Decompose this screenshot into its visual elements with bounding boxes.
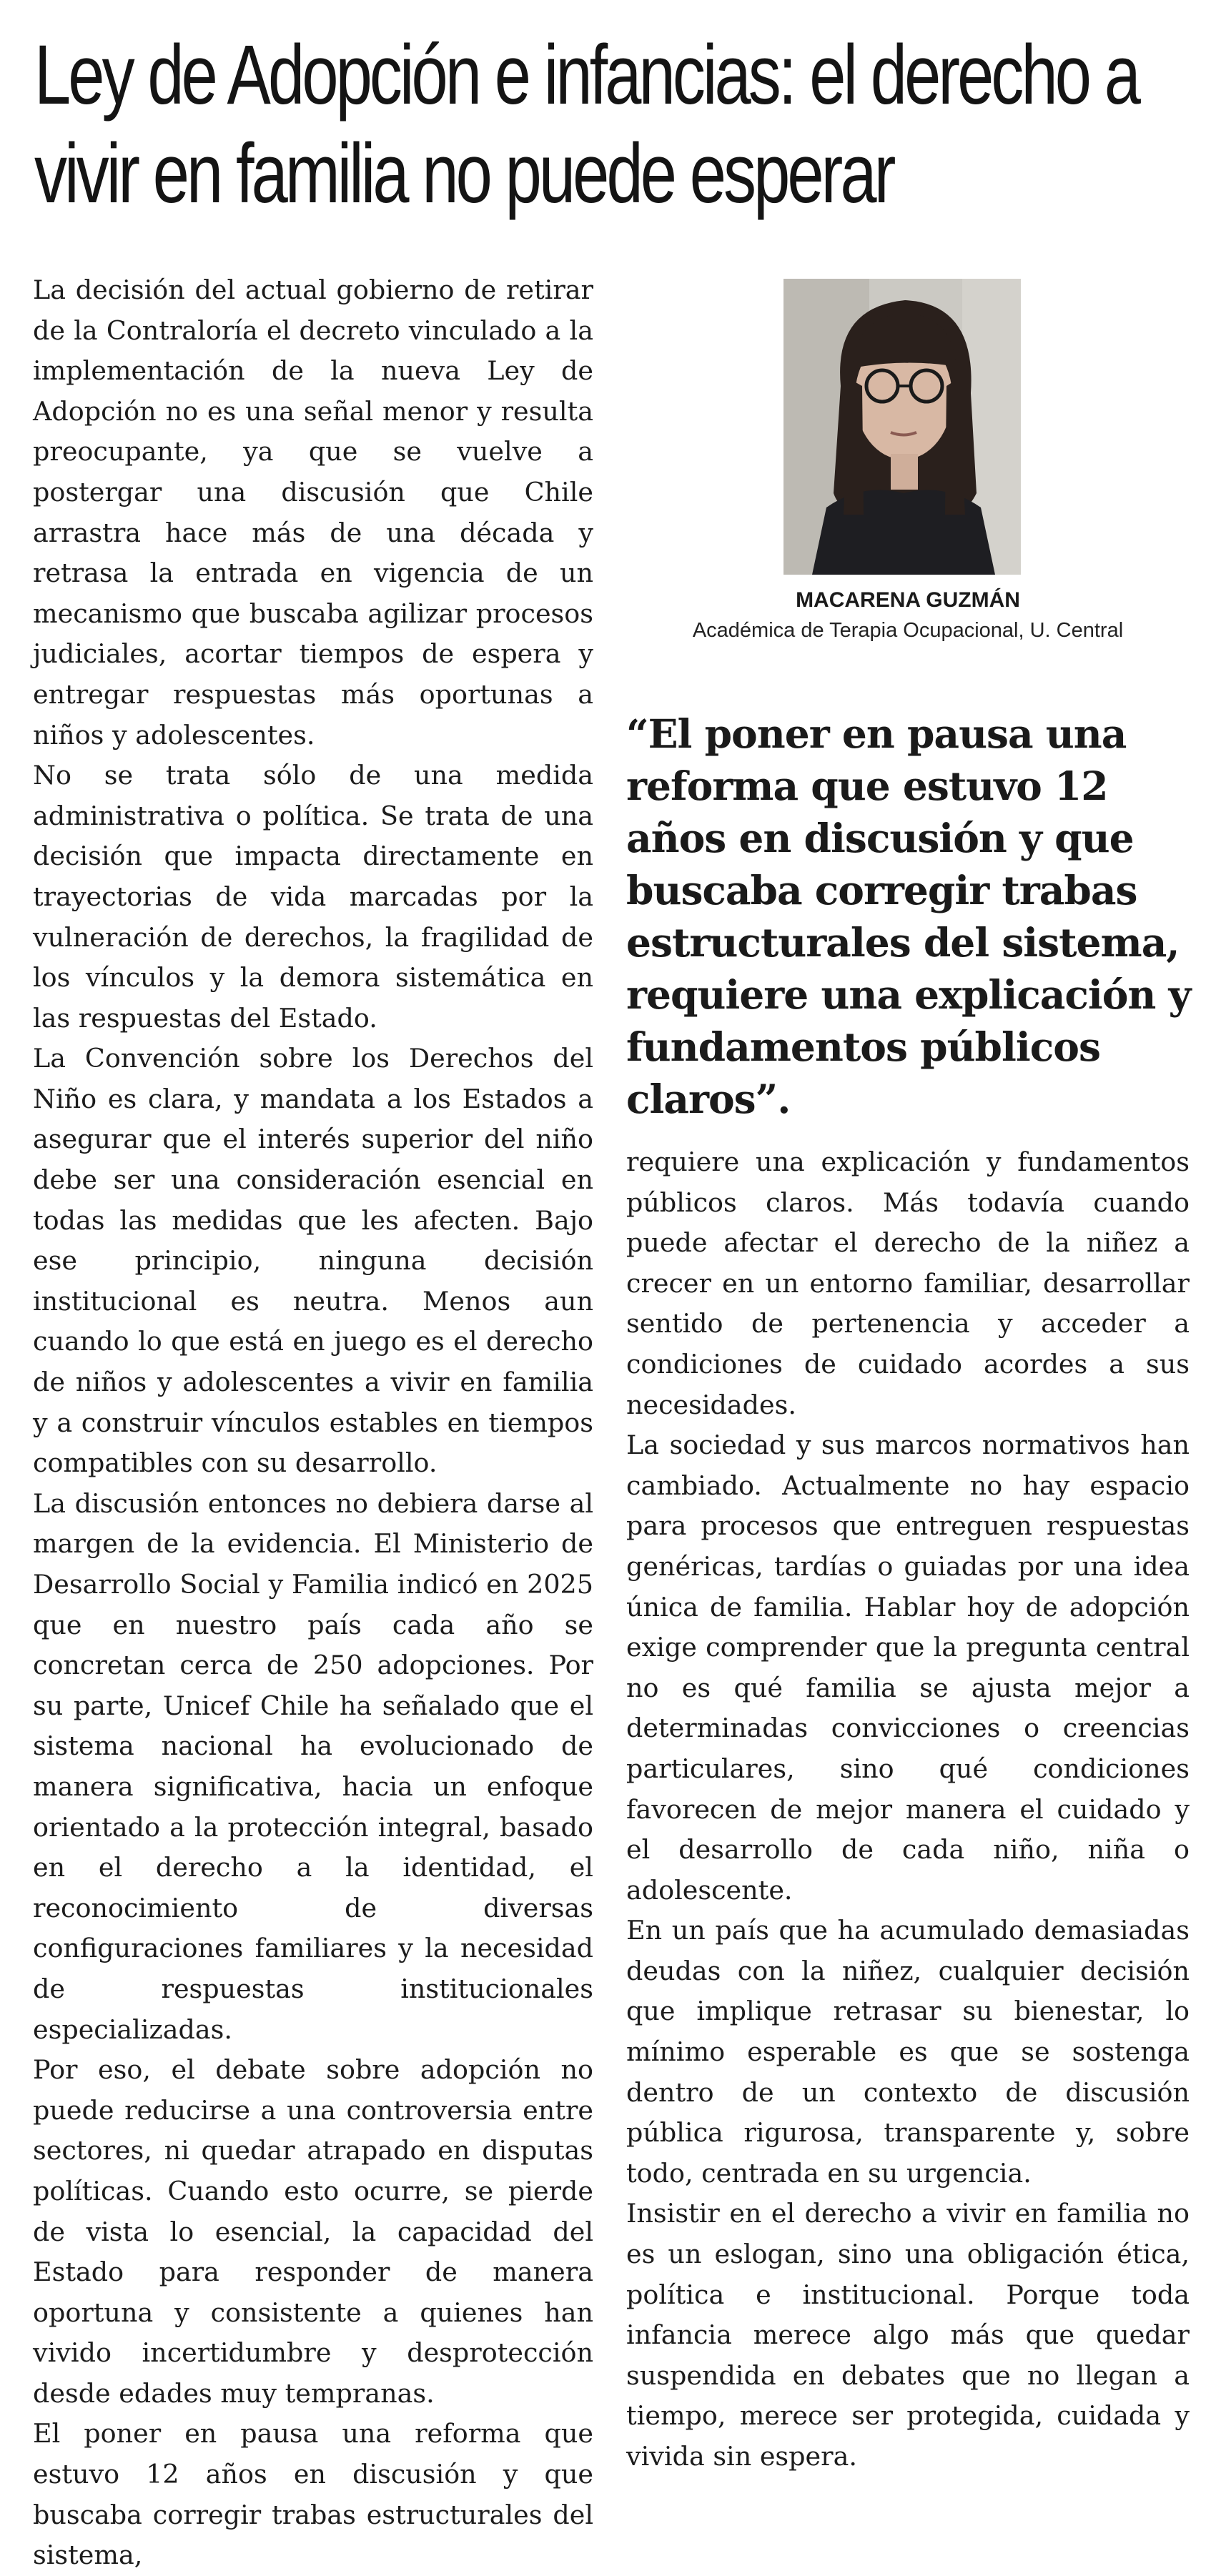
paragraph: En un país que ha acumulado demasiadas deudas con la niñez, cualquier decisión que implique retrasar su bienestar, lo mínimo esperable es que se sostenga dentro de un contexto de discusión pública rigurosa, transparente y, sobre todo, centrada en su urgencia. — [626, 1915, 1190, 2189]
paragraph: La discusión entonces no debiera darse al margen de la evidencia. El Ministerio de Desarrollo Social y Familia indicó en 2025 que en nuestro país cada año se concretan cerca de 250 adopciones. Por su parte, Unicef Chile ha señalado que el sistema nacional ha evolucionado de manera significativa, hacia un enfoque orientado a la protección integral, basado en el derecho a la identidad, el reconocimiento de diversas configuraciones familiares y la necesidad de respuestas institucionales especializadas. — [33, 1487, 593, 2045]
paragraph: Insistir en el derecho a vivir en familia no es un eslogan, sino una obligación ética, política e institucional. Porque toda infancia merece algo más que quedar suspendida en debates que no llegan a tiempo, merece ser protegida, cuidada y vivida sin espera. — [626, 2198, 1190, 2472]
paragraph: La sociedad y sus marcos normativos han cambiado. Actualmente no hay espacio para procesos que entreguen respuestas genéricas, tardías o guiadas por una idea única de familia. Hablar hoy de adopción exige comprender que la pregunta central no es qué familia se ajusta mejor a determinadas convicciones o creencias particulares, sino qué condiciones favorecen de mejor manera el cuidado y el desarrollo de cada niño, niña o adolescente. — [626, 1430, 1190, 1906]
author-role: Académica de Terapia Ocupacional, U. Central — [692, 619, 1124, 642]
article-body-left-column — [33, 270, 593, 2576]
paragraph: La decisión del actual gobierno de retirar de la Contraloría el decreto vinculado a la implementación de la nueva Ley de Adopción no es una señal menor y resulta preocupante, ya que se vuelve a postergar una discusión que Chile arrastra hace más de una década y retrasa la entrada en vigencia de un mecanismo que buscaba agilizar procesos judiciales, acortar tiempos de espera y entregar respuestas más oportunas a niños y adolescentes. — [33, 274, 593, 750]
paragraph: No se trata sólo de una medida administrativa o política. Se trata de una decisión que impacta directamente en trayectorias de vida marcadas por la vulneración de derechos, la fragilidad de los vínculos y la demora sistemática en las respuestas del Estado. — [33, 760, 593, 1034]
paragraph: La Convención sobre los Derechos del Niño es clara, y mandata a los Estados a asegurar que el interés superior del niño debe ser una consideración esencial en todas las medidas que les afecten. Bajo ese principio, ninguna decisión institucional es neutra. Menos aun cuando lo que está en juego es el derecho de niños y adolescentes a vivir en familia y a construir vínculos estables en tiempos compatibles con su desarrollo. — [33, 1043, 593, 1479]
pull-quote: “El poner en pausa una reforma que estuvo 12 años en discusión y que buscaba corregir trabas estructurales del sistema, requiere una explicación y fundamentos públicos claros”. — [626, 710, 1191, 1122]
paragraph: Por eso, el debate sobre adopción no puede reducirse a una controversia entre sectores, ni quedar atrapado en disputas políticas. Cuando esto ocurre, se pierde de vista lo esencial, la capacidad del Estado para responder de manera oportuna y consistente a quienes han vivido incertidumbre y desprotección desde edades muy tempranas. — [33, 2054, 593, 2409]
author-name: MACARENA GUZMÁN — [796, 588, 1020, 612]
article-body-right-column — [626, 1142, 1190, 2477]
article-headline: Ley de Adopción e infancias: el derecho a vivir en familia no puede esperar — [34, 28, 1139, 221]
paragraph: requiere una explicación y fundamentos públicos claros. Más todavía cuando puede afectar el derecho de la niñez a crecer en un entorno familiar, desarrollar sentido de pertenencia y acceder a condiciones de cuidado acordes a sus necesidades. — [626, 1146, 1190, 1420]
paragraph: El poner en pausa una reforma que estuvo 12 años en discusión y que buscaba corregir trabas estructurales del sistema, — [33, 2418, 593, 2571]
author-photo — [783, 279, 1021, 575]
